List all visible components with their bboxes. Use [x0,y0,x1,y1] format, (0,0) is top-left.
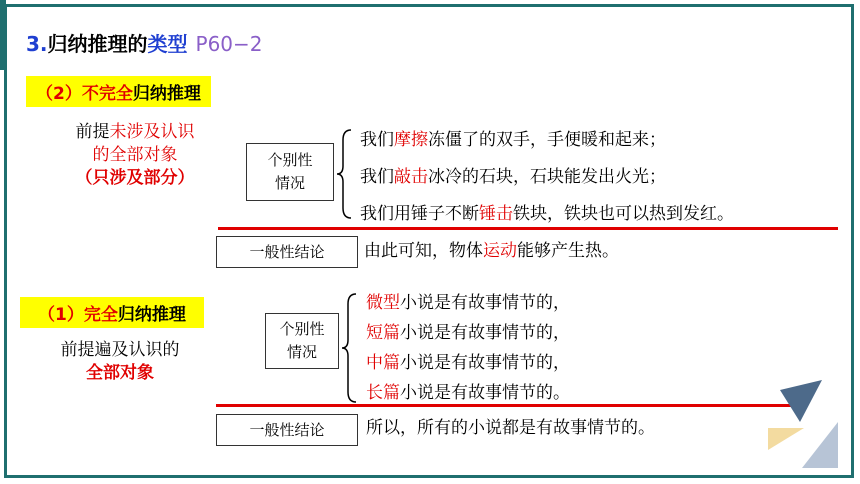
incomplete-induction-label [26,76,211,107]
premise-red-2: 的全部对象 [92,145,178,165]
case-prefix: 我们 [360,167,394,187]
novel-line-2 [366,318,570,343]
novel-line-3 [366,348,570,373]
novel-text: 小说是有故事情节的。 [400,383,570,403]
premise-paren: （只涉及部分） [75,168,195,188]
case-text: 冻僵了的双手，手便暖和起来； [428,130,666,150]
complete-premise-note [30,339,210,385]
novel-line-1 [366,288,570,313]
label-text: 归纳推理 [132,84,201,104]
case-prefix: 我们 [360,130,394,150]
title-main: 归纳推理的 [47,32,148,56]
title-number: 3. [26,32,48,56]
accent-bar [0,0,6,70]
slide-title [26,28,263,57]
conclusion-prefix: 由此可知，物体 [364,241,483,261]
divider-line-2 [216,404,796,407]
conclusion-keyword: 运动 [483,241,517,261]
left-brace-1 [335,128,357,220]
box-line-2: 情况 [286,343,317,361]
case-keyword: 敲击 [394,167,428,187]
incomplete-premise-note [40,121,230,190]
label-text: 归纳推理 [117,305,186,325]
label-number: （2） [36,84,82,104]
label-keyword: 不完全 [81,84,133,104]
decorative-triangles [760,378,852,474]
novel-type: 长篇 [366,383,400,403]
box-line-1: 个别性 [279,320,325,338]
case-text: 冰冷的石块，石块能发出火光； [428,167,666,187]
conclusion-line-2: 所以，所有的小说都是有故事情节的。 [366,418,655,438]
page-reference: P60−2 [195,32,263,56]
case-line-2 [360,162,666,187]
case-line-1 [360,125,666,150]
label-keyword: 完全 [83,305,118,325]
novel-line-4 [366,378,570,403]
title-type: 类型 [147,32,188,56]
general-conclusion-box: 一般性结论 [216,236,358,268]
label-number: （1） [38,305,84,325]
novel-type: 微型 [366,293,400,313]
box-line-1: 个别性 [267,151,313,169]
premise-red: 未涉及认识 [109,122,195,142]
individual-case-box [246,143,334,201]
case-text: 铁块，铁块也可以热到发红。 [513,204,734,224]
novel-type: 短篇 [366,323,400,343]
conclusion-text: 能够产生热。 [517,241,619,261]
case-keyword: 锤击 [479,204,513,224]
case-keyword: 摩擦 [394,130,428,150]
novel-text: 小说是有故事情节的， [400,293,570,313]
slate-triangle [780,380,822,422]
individual-case-box-2 [265,313,339,369]
premise-red: 全部对象 [86,363,154,383]
divider-line-1 [218,227,838,230]
box-line-2: 情况 [274,174,305,192]
cream-triangle [768,428,804,450]
novel-type: 中篇 [366,353,400,373]
gray-triangle [802,422,838,468]
premise-text: 前提遍及认识的 [60,340,180,360]
complete-induction-label [20,297,204,328]
left-brace-2 [340,292,362,404]
case-prefix: 我们用锤子不断 [360,204,479,224]
conclusion-line-1 [364,236,619,261]
novel-text: 小说是有故事情节的， [400,323,570,343]
case-line-3 [360,199,734,224]
general-conclusion-box-2: 一般性结论 [216,414,358,446]
premise-prefix: 前提 [75,122,110,142]
novel-text: 小说是有故事情节的， [400,353,570,373]
